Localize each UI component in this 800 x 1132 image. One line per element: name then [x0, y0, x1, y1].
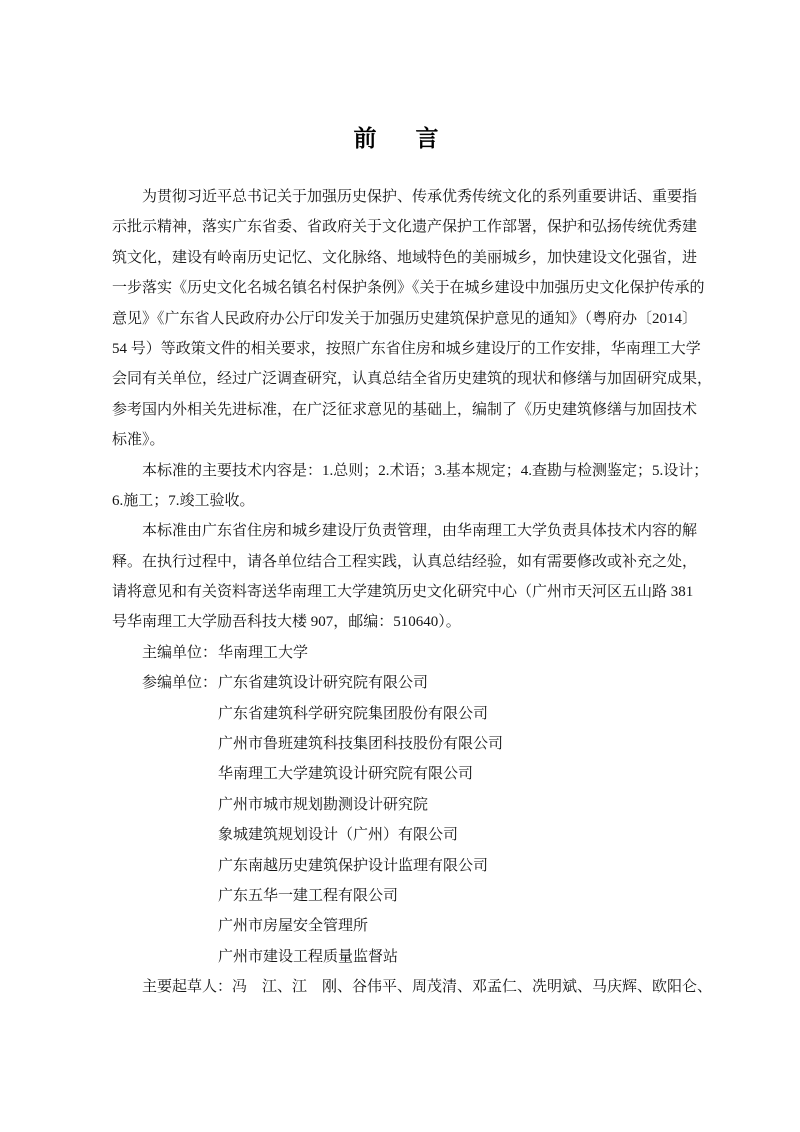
co-editor-unit: 广州市鲁班建筑科技集团科技股份有限公司 — [218, 736, 504, 753]
drafters-label: 主要起草人： — [142, 979, 233, 996]
paragraph-line: 号华南理工大学励吾科技大楼 907，邮编：510640）。 — [112, 614, 461, 631]
paragraph-line: 参考国内外相关先进标准，在广泛征求意见的基础上，编制了《历史建筑修缮与加固技术 — [112, 401, 698, 418]
label-spacer — [142, 759, 218, 789]
co-editor-row — [112, 851, 690, 881]
label-spacer — [142, 851, 218, 881]
co-editor-unit: 广东南越历史建筑保护设计监理有限公司 — [218, 857, 489, 874]
chief-editor-label: 主编单位： — [142, 644, 218, 661]
paragraph-line: 意见》《广东省人民政府办公厅印发关于加强历史建筑保护意见的通知》（粤府办〔2014〕 — [112, 310, 698, 327]
co-editor-unit: 广东省建筑科学研究院集团股份有限公司 — [218, 705, 489, 722]
paragraph-line: 本标准由广东省住房和城乡建设厅负责管理，由华南理工大学负责具体技术内容的解 — [142, 523, 698, 540]
paragraph-line: 一步落实《历史文化名城名镇名村保护条例》《关于在城乡建设中加强历史文化保护传承的 — [112, 280, 705, 297]
paragraph-line: 示批示精神，落实广东省委、省政府关于文化遗产保护工作部署，保护和弘扬传统优秀建 — [112, 219, 698, 236]
co-editor-row — [112, 759, 690, 789]
drafters-row — [112, 972, 713, 1002]
co-editor-row — [112, 668, 690, 698]
label-spacer — [142, 881, 218, 911]
drafters-names: 冯 江、江 刚、谷伟平、周茂清、邓孟仁、冼明斌、马庆辉、欧阳仑、 — [232, 979, 713, 996]
label-spacer — [142, 820, 218, 850]
co-editor-unit: 广东五华一建工程有限公司 — [218, 887, 399, 904]
co-editor-unit: 象城建筑规划设计（广州）有限公司 — [218, 827, 459, 844]
page-title: 前 言 — [353, 125, 447, 151]
label-spacer — [142, 790, 218, 820]
paragraph-line: 6.施工；7.竣工验收。 — [112, 492, 255, 509]
paragraph-line: 54 号）等政策文件的相关要求，按照广东省住房和城乡建设厅的工作安排，华南理工大学 — [112, 340, 701, 357]
co-editor-row — [112, 699, 690, 729]
label-spacer — [142, 729, 218, 759]
co-editor-row — [112, 820, 690, 850]
paragraph-line: 本标准的主要技术内容是：1.总则；2.术语；3.基本规定；4.查勘与检测鉴定；5.设计； — [142, 462, 709, 479]
co-editors-label: 参编单位： — [142, 675, 218, 692]
label-spacer — [142, 699, 218, 729]
paragraph-line: 会同有关单位，经过广泛调查研究，认真总结全省历史建筑的现状和修缮与加固研究成果， — [112, 371, 713, 388]
chief-editor-row — [112, 638, 690, 668]
co-editor-unit: 广州市房屋安全管理所 — [218, 918, 369, 935]
paragraph-line: 释。在执行过程中，请各单位结合工程实践，认真总结经验，如有需要修改或补充之处， — [112, 553, 698, 570]
label-spacer — [142, 942, 218, 972]
document-body — [112, 182, 713, 1003]
paragraph-line: 筑文化，建设有岭南历史记忆、文化脉络、地域特色的美丽城乡，加快建设文化强省，进 — [112, 249, 698, 266]
paragraph-line: 标准》。 — [112, 432, 165, 449]
co-editor-unit: 华南理工大学建筑设计研究院有限公司 — [218, 766, 474, 783]
paragraph-line: 请将意见和有关资料寄送华南理工大学建筑历史文化研究中心（广州市天河区五山路 381 — [112, 584, 694, 601]
paragraph-line: 为贯彻习近平总书记关于加强历史保护、传承优秀传统文化的系列重要讲话、重要指 — [142, 189, 698, 205]
chief-editor-value: 华南理工大学 — [218, 644, 309, 661]
co-editor-unit: 广州市城市规划勘测设计研究院 — [218, 796, 429, 813]
co-editor-row — [112, 790, 690, 820]
co-editor-row — [112, 729, 690, 759]
co-editor-row — [112, 911, 690, 941]
co-editor-row — [112, 881, 690, 911]
co-editor-unit: 广州市建设工程质量监督站 — [218, 948, 399, 965]
co-editor-row — [112, 942, 690, 972]
label-spacer — [142, 911, 218, 941]
co-editor-unit: 广东省建筑设计研究院有限公司 — [218, 675, 429, 692]
